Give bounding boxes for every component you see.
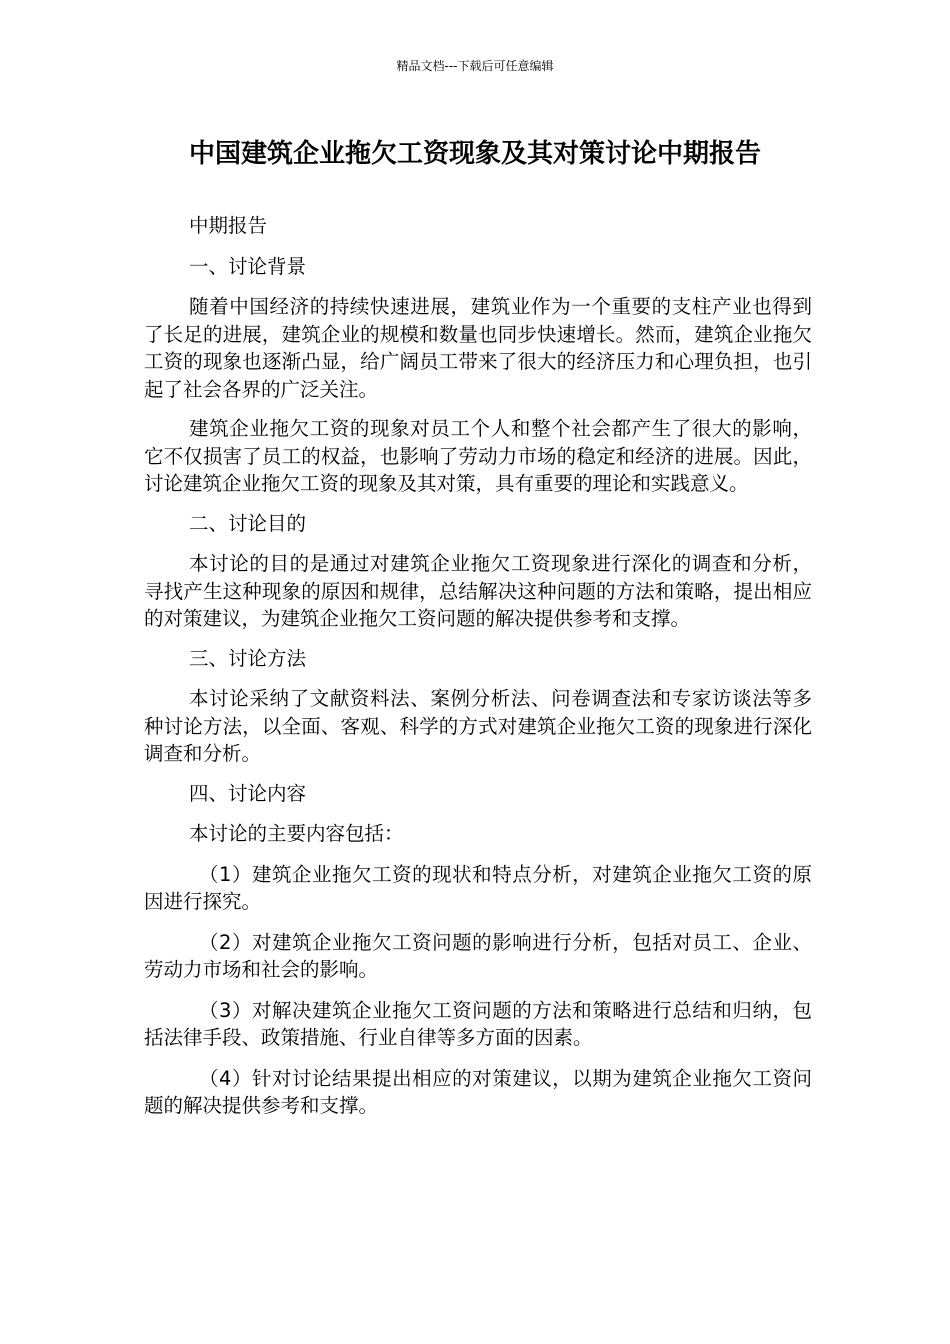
paragraph-purpose: 本讨论的目的是通过对建筑企业拖欠工资现象进行深化的调查和分析，寻找产生这种现象的原因和规律，总结解决这种问题的方法和策略，提出相应的对策建议，为建筑企业拖欠工资问题的解决提供参考和支撑。	[144, 552, 812, 630]
paragraph-background-2: 建筑企业拖欠工资的现象对员工个人和整个社会都产生了很大的影响，它不仅损害了员工的权益，也影响了劳动力市场的稳定和经济的进展。因此，讨论建筑企业拖欠工资的现象及其对策，具有重要的理论和实践意义。	[144, 417, 812, 495]
paragraph-method: 本讨论采纳了文献资料法、案例分析法、问卷调查法和专家访谈法等多种讨论方法，以全面、客观、科学的方式对建筑企业拖欠工资的现象进行深化调查和分析。	[144, 687, 812, 765]
list-item-content-2: （2）对建筑企业拖欠工资问题的影响进行分析，包括对员工、企业、劳动力市场和社会的影响。	[144, 930, 812, 981]
header-note: 精品文档---下载后可任意编辑	[396, 59, 554, 73]
list-item-content-3: （3）对解决建筑企业拖欠工资问题的方法和策略进行总结和归纳，包括法律手段、政策措施、行业自律等多方面的因素。	[144, 998, 812, 1049]
document-body	[144, 212, 812, 1133]
document-title: 中国建筑企业拖欠工资现象及其对策讨论中期报告	[188, 139, 761, 169]
section-label-interim-report: 中期报告	[189, 214, 268, 237]
list-item-content-1: （1）建筑企业拖欠工资的现状和特点分析，对建筑企业拖欠工资的原因进行探究。	[144, 862, 812, 913]
paragraph-content-intro: 本讨论的主要内容包括：	[189, 822, 404, 845]
section-heading-method: 三、讨论方法	[189, 646, 307, 670]
section-heading-purpose: 二、讨论目的	[189, 511, 307, 535]
paragraph-background-1: 随着中国经济的持续快速进展，建筑业作为一个重要的支柱产业也得到了长足的进展，建筑企业的规模和数量也同步快速增长。然而，建筑企业拖欠工资的现象也逐渐凸显，给广阔员工带来了很大的经济压力和心理负担，也引起了社会各界的广泛关注。	[144, 295, 812, 401]
section-heading-content: 四、讨论内容	[189, 781, 307, 805]
list-item-content-4: （4）针对讨论结果提出相应的对策建议，以期为建筑企业拖欠工资问题的解决提供参考和支撑。	[144, 1066, 812, 1117]
section-heading-background: 一、讨论背景	[189, 254, 307, 278]
